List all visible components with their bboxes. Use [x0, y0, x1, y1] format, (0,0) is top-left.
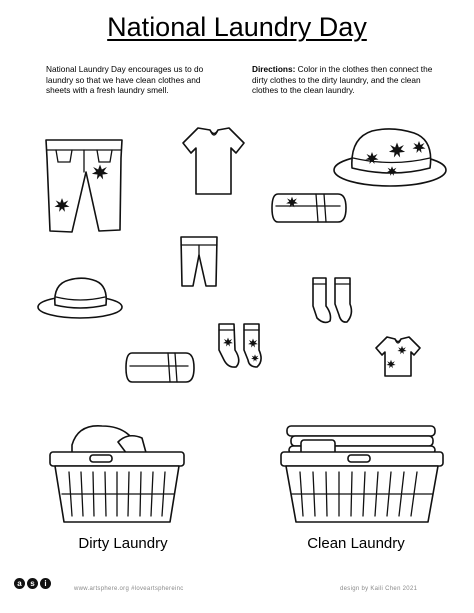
clean-towel-icon[interactable] [126, 353, 194, 382]
intro-text: National Laundry Day encourages us to do laundry so that we have clean clothes and sheets with a fresh laundry smell. [46, 64, 204, 96]
dirty-laundry-basket[interactable] [50, 426, 184, 522]
clean-shirt-icon[interactable] [183, 128, 244, 194]
directions-body: Color in the clothes then connect the dirty clothes to the dirty laundry, and the clean clothes to the clean laundry. [252, 64, 433, 96]
clean-laundry-label: Clean Laundry [307, 535, 405, 552]
dirty-laundry-label: Dirty Laundry [78, 535, 168, 552]
clean-pants-icon[interactable] [181, 237, 217, 286]
clean-laundry-basket[interactable] [281, 426, 443, 522]
logo-letter-a: a [14, 578, 25, 589]
page-title: National Laundry Day [107, 12, 367, 42]
clean-socks-icon[interactable] [313, 278, 351, 322]
clean-hat-icon[interactable] [38, 278, 122, 318]
dirty-socks-icon[interactable] [219, 324, 261, 367]
dirty-hat-icon[interactable] [334, 129, 446, 186]
logo-letter-i: i [40, 578, 51, 589]
logo-letter-s: s [27, 578, 38, 589]
footer-credit: design by Kaili Chen 2021 [340, 586, 418, 592]
dirty-jeans-icon[interactable] [46, 140, 122, 232]
footer-site: www.artsphere.org #loveartsphereinc [74, 586, 184, 592]
dirty-towel-icon[interactable] [272, 194, 346, 222]
directions-heading: Directions: [252, 64, 296, 74]
artsphere-logo [14, 578, 51, 589]
dirty-shirt-icon[interactable] [376, 337, 420, 376]
